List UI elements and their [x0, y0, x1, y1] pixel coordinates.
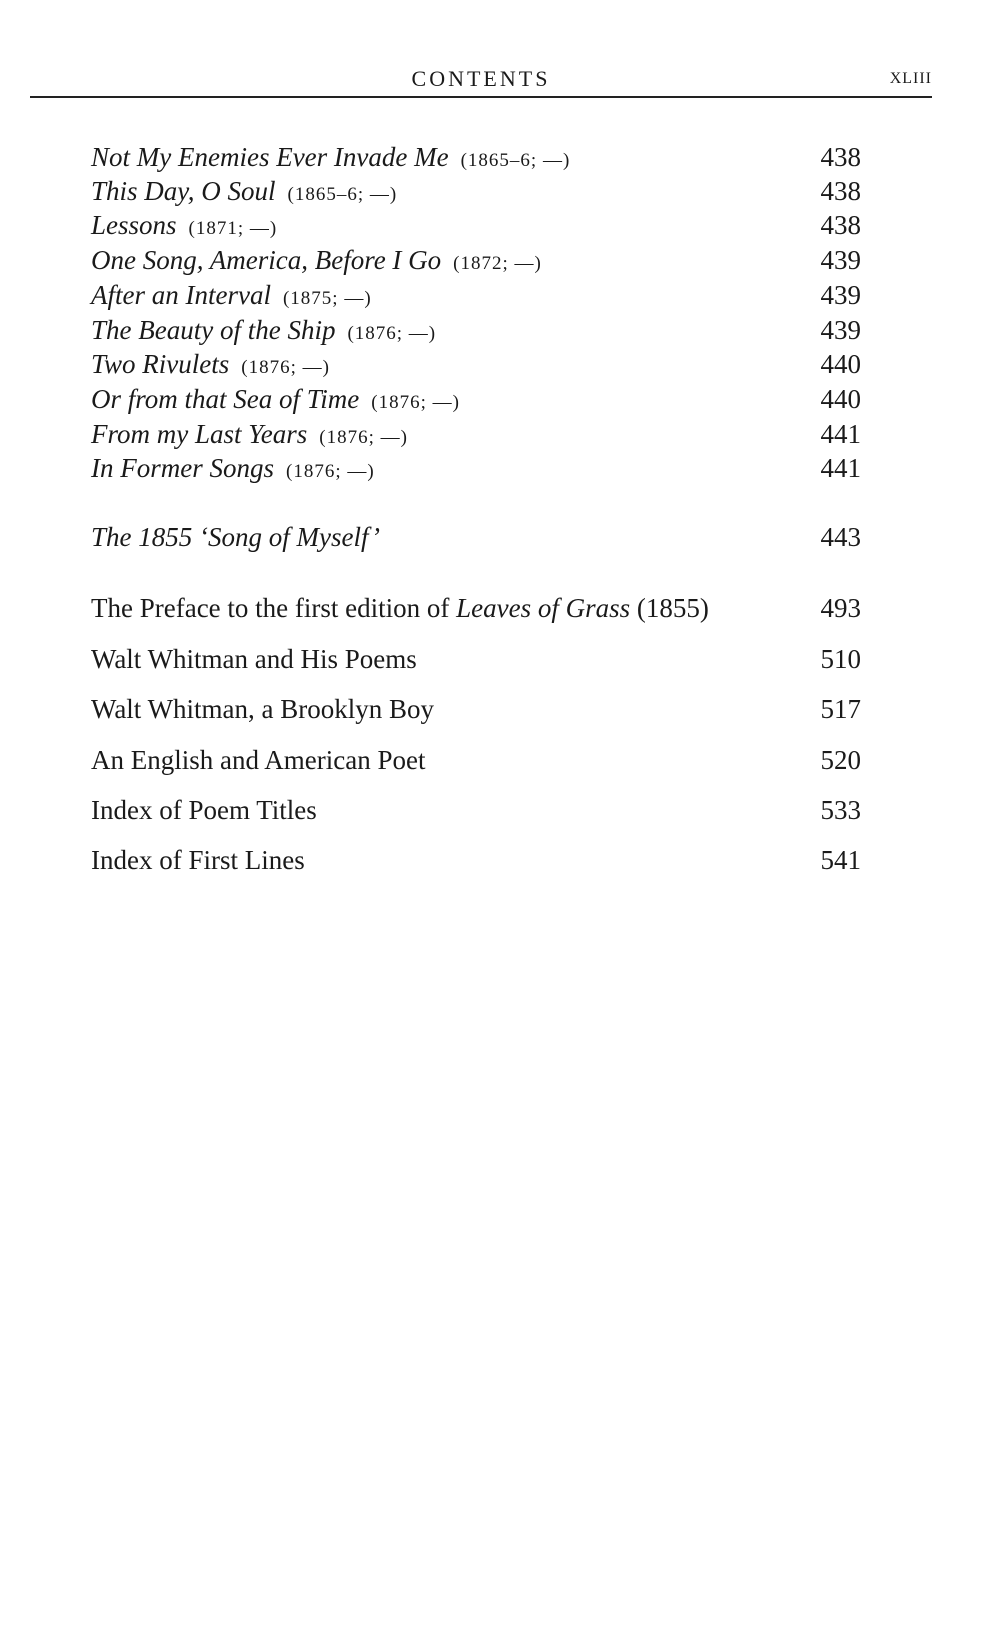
entry-title: Or from that Sea of Time [91, 384, 360, 414]
entry-page: 441 [820, 453, 861, 483]
entry-dates: (1871; —) [188, 218, 278, 239]
toc-entry [91, 139, 861, 175]
entry-title: This Day, O Soul [91, 176, 276, 206]
preface-year: (1855) [630, 593, 709, 623]
toc-entry [91, 173, 861, 209]
toc-entry [91, 277, 861, 313]
entry-page: 520 [820, 745, 861, 775]
book-title: Leaves of Grass [456, 593, 631, 623]
page-number: XLIII [889, 70, 932, 87]
toc-entry-preface [91, 590, 861, 626]
entry-page: 439 [820, 245, 861, 275]
entry-title: Index of First Lines [91, 845, 305, 875]
entry-page: 440 [820, 384, 861, 414]
entry-page: 443 [820, 522, 861, 552]
entry-dates: (1876; —) [371, 392, 460, 413]
entry-dates: (1876; —) [319, 427, 408, 448]
entry-dates: (1876; —) [241, 357, 330, 378]
toc-entry [91, 416, 861, 452]
preface-text: The Preface to the first edition of [91, 593, 457, 623]
toc-entry [91, 346, 861, 382]
entry-dates: (1876; —) [286, 461, 375, 482]
toc-entry [91, 742, 861, 778]
toc-entry-song-of-myself [91, 519, 861, 555]
entry-title: One Song, America, Before I Go [91, 245, 442, 275]
toc-entry [91, 842, 861, 878]
entry-page: 440 [820, 349, 861, 379]
toc-entry [91, 641, 861, 677]
entry-dates: (1875; —) [282, 288, 372, 309]
entry-page: 441 [820, 419, 861, 449]
entry-page: 438 [820, 142, 861, 172]
running-title: CONTENTS [411, 66, 551, 91]
entry-page: 517 [820, 694, 861, 724]
entry-title: The Beauty of the Ship [91, 315, 336, 345]
toc-entry [91, 691, 861, 727]
entry-title: The 1855 ‘Song of Myself’ [91, 522, 380, 552]
entry-title: Not My Enemies Ever Invade Me [91, 142, 449, 172]
toc-entry [91, 207, 861, 243]
entry-page: 533 [820, 795, 861, 825]
entry-page: 438 [820, 176, 861, 206]
entry-dates: (1865–6; —) [460, 150, 571, 171]
entry-page: 439 [820, 315, 861, 345]
entry-page: 510 [820, 644, 861, 674]
running-head [30, 62, 932, 98]
entry-title: After an Interval [91, 280, 271, 310]
toc-entry [91, 381, 861, 417]
entry-dates: (1876; —) [347, 323, 437, 344]
toc-entry [91, 312, 861, 348]
entry-page: 493 [820, 593, 861, 623]
toc-entry [91, 242, 861, 278]
entry-title: From my Last Years [91, 419, 308, 449]
entry-title: Walt Whitman, a Brooklyn Boy [91, 694, 435, 724]
entry-page: 439 [820, 280, 861, 310]
entry-title: An English and American Poet [91, 745, 426, 775]
entry-title: Index of Poem Titles [91, 795, 317, 825]
entry-page: 438 [820, 210, 861, 240]
entry-title: Walt Whitman and His Poems [91, 644, 417, 674]
entry-dates: (1872; —) [453, 253, 542, 274]
toc-entry [91, 450, 861, 486]
toc-entry [91, 792, 861, 828]
entry-title: Lessons [91, 210, 177, 240]
entry-title: Two Rivulets [91, 349, 230, 379]
entry-title: In Former Songs [91, 453, 274, 483]
entry-dates: (1865–6; —) [287, 184, 398, 205]
entry-page: 541 [820, 845, 861, 875]
